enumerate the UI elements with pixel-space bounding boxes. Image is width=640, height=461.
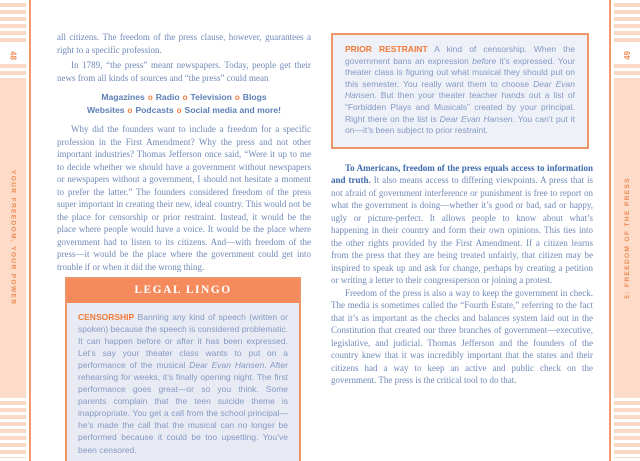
press-item: Blogs [242, 92, 267, 102]
press-list-line1 [57, 91, 311, 104]
left-vertical-label: YOUR FREEDOM, YOUR POWER [9, 170, 17, 306]
left-margin-rule [29, 0, 31, 461]
left-top-stripes [0, 3, 26, 43]
paragraph-fourth-estate: Freedom of the press is also a way to keep the government in check. The media is sometimes called the “Fourth Estate,” referring to the fact that it’s as important as the checks and balances system laid out in the Constitution that created our three branches of government—executive, legislative, and judicial. Thomas Jefferson and the founders of the country knew that it was incredibly important that the states and their citizens had a way to keep an active and public check on the government. The press is the critical tool to do that. [331, 287, 593, 386]
press-item: Social media and more! [184, 105, 282, 115]
legal-lingo-text: Banning any kind of speech (written or spoken) because the speech is considered problematic. It can happen before or after it has been expressed. Let’s say your theater class wants to put on a performance of the musical [78, 311, 288, 370]
right-top-stripes [614, 3, 640, 43]
press-list-line2 [57, 104, 311, 117]
list-bullet-icon: o [234, 93, 240, 102]
left-bottom-stripes [0, 401, 26, 458]
list-bullet-icon: o [147, 93, 153, 102]
left-page-number [0, 45, 26, 65]
prior-restraint-text: A kind of censorship. When the government bans an expression [345, 44, 575, 66]
paragraph-access-rest: It also means access to differing viewpoints. A press that is not afraid of government interference or punishment is free to report on what the government is doing—whether it’s good or bad, sad or happy, ugly or picture-perfect. It allows people to know about what’s happening in their country and form their own opinions. This ties into the other rights provided by the First Amendment. If a citizen learns from the press that they are being treated unfairly, that citizen may be inspired to speak up and ask for change, perhaps by creating a petition or writing a letter to their congressperson or joining a protest. [331, 175, 593, 286]
legal-lingo-box [65, 277, 301, 461]
prior-restraint-text: it’s expressed. Your theater class is figuring out what musical they should put on this semester. You really want them to choose [345, 55, 575, 89]
musical-title-italic: Dear Evan Hansen [439, 113, 513, 124]
left-page-number-text: 48 [8, 50, 18, 60]
bold-lead-in: To Americans, freedom of the press equals access to information and truth. [331, 162, 593, 186]
right-margin-rule [609, 0, 611, 461]
censorship-term: CENSORSHIP [78, 311, 135, 322]
press-item: Radio [155, 92, 180, 102]
prior-restraint-body [333, 35, 587, 147]
press-item: Magazines [101, 92, 145, 102]
press-sources-list [57, 91, 311, 117]
paragraph-1789: In 1789, “the press” meant newspapers. Today, people get their news from all kinds of sources and “the press” could mean [57, 60, 311, 83]
right-page-column [331, 33, 593, 387]
right-page-number-text: 49 [622, 50, 632, 60]
paragraph-continuation: all citizens. The freedom of the press clause, however, guarantees a right to a specific profession. [57, 32, 311, 55]
left-mid-stripes [0, 64, 26, 75]
right-chapter-band [614, 78, 640, 398]
prior-restraint-text: . You can’t put it on—it’s been subject to prior restraint. [345, 113, 575, 136]
list-bullet-icon: o [176, 106, 182, 115]
right-mid-stripes [614, 64, 640, 75]
legal-lingo-body [67, 303, 299, 461]
musical-title-italic: Dear Evan Hansen [345, 78, 575, 101]
right-page-number [614, 45, 640, 65]
right-bottom-stripes [614, 401, 640, 458]
legal-lingo-title: LEGAL LINGO [67, 279, 299, 303]
left-chapter-band [0, 78, 26, 398]
press-item: Television [190, 92, 232, 102]
right-vertical-label: 5: FREEDOM OF THE PRESS [623, 177, 631, 299]
before-italic: before [472, 55, 497, 66]
paragraph-access [331, 162, 593, 287]
list-bullet-icon: o [182, 93, 188, 102]
musical-title-italic: Dear Evan Hansen [189, 359, 265, 370]
press-item: Podcasts [135, 105, 174, 115]
prior-restraint-box [331, 33, 589, 149]
prior-restraint-term: PRIOR RESTRAINT [345, 44, 428, 54]
press-item: Websites [86, 105, 125, 115]
prior-restraint-text: . But then your theater teacher hands out a list of “Forbidden Plays and Musicals” created by your principal. Right there on the list is [345, 90, 575, 124]
paragraph-founders: Why did the founders want to include a freedom for a specific profession in the First Amendment? Why the press and not other important industries? Thomas Jefferson once said, “Were it up to me to decide whether we should have a government without newspapers or newspapers without a government, I should not hesitate a moment to prefer the latter.” The founders considered freedom of the press super important in creating their new, ideal country. This would not be the place for censorship or prior restraint. Instead, it would be the place where people would have a voice. It would be the place where government had to listen to its citizens. And—with freedom of the press—it would be the place where the government could get into trouble if or when it did the wrong thing. [57, 124, 311, 272]
left-page-column [57, 31, 311, 461]
list-bullet-icon: o [127, 106, 133, 115]
legal-lingo-text: . After rehearsing for weeks, it’s finally opening night. The first performance goes great—or so you think. Some parents complain that the teen suicide theme is inappropriate. You get a call from the school principal—he’s made the call that the musical can no longer be performed because it could be too upsetting. You’ve been censored. [78, 359, 288, 455]
